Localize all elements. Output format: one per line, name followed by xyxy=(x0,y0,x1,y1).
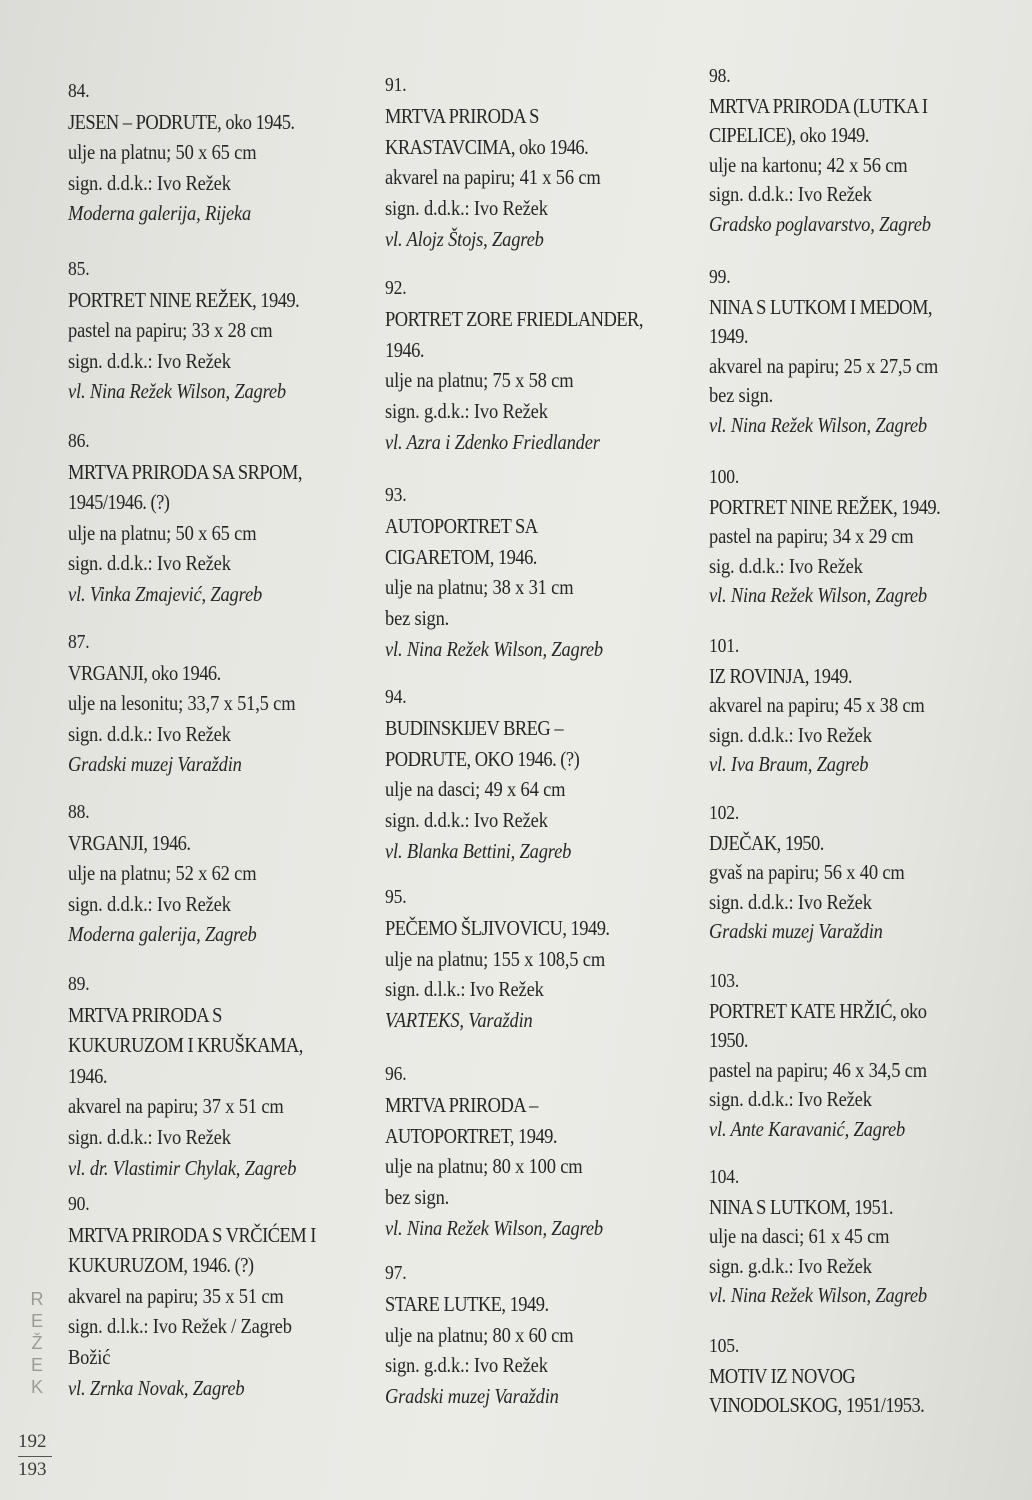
entry-collection: vl. Nina Režek Wilson, Zagreb xyxy=(385,636,604,661)
catalogue-entry xyxy=(709,62,1029,240)
entry-number: 97. xyxy=(385,1262,407,1284)
entry-number: 85. xyxy=(68,258,90,280)
entry-signature: bez sign. xyxy=(385,1185,450,1210)
catalogue-entry xyxy=(709,632,1029,780)
entry-medium: akvarel na papiru; 41 x 56 cm xyxy=(385,165,601,190)
side-title-vertical xyxy=(27,1288,47,1398)
entry-medium: akvarel na papiru; 37 x 51 cm xyxy=(68,1094,284,1119)
entry-title: AUTOPORTRET, 1949. xyxy=(385,1123,557,1148)
entry-number: 101. xyxy=(709,635,740,657)
catalogue-entry xyxy=(68,627,388,780)
catalogue-entry xyxy=(68,426,388,610)
entry-title: MRTVA PRIRODA S xyxy=(385,103,539,128)
entry-signature: sign. d.d.k.: Ivo Režek xyxy=(385,196,548,221)
entry-title: DJEČAK, 1950. xyxy=(709,830,824,855)
entry-medium: akvarel na papiru; 45 x 38 cm xyxy=(709,693,925,718)
entry-collection: vl. Nina Režek Wilson, Zagreb xyxy=(709,1283,928,1308)
entry-collection: Gradski muzej Varaždin xyxy=(68,752,242,777)
entry-medium: ulje na lesonitu; 33,7 x 51,5 cm xyxy=(68,691,296,716)
entry-number: 93. xyxy=(385,484,407,506)
entry-signature: sign. d.d.k.: Ivo Režek xyxy=(709,182,872,207)
entry-medium: gvaš na papiru; 56 x 40 cm xyxy=(709,860,905,885)
entry-title: 1946. xyxy=(385,337,424,362)
entry-signature: sign. g.d.k.: Ivo Režek xyxy=(385,399,548,424)
entry-collection: vl. Vinka Zmajević, Zagreb xyxy=(68,581,263,606)
entry-signature: sign. d.d.k.: Ivo Režek xyxy=(709,1087,872,1112)
catalogue-entry xyxy=(709,463,1029,611)
entry-title: BUDINSKIJEV BREG – xyxy=(385,715,564,740)
entry-number: 94. xyxy=(385,686,407,708)
catalogue-entry xyxy=(709,799,1029,947)
entry-number: 84. xyxy=(68,80,90,102)
entry-number: 100. xyxy=(709,466,740,488)
entry-signature: sign. d.d.k.: Ivo Režek xyxy=(68,891,231,916)
catalogue-entry xyxy=(68,76,388,229)
entry-medium: akvarel na papiru; 25 x 27,5 cm xyxy=(709,353,939,378)
entry-title: PORTRET NINE REŽEK, 1949. xyxy=(68,287,300,312)
catalogue-entry xyxy=(385,480,705,665)
entry-medium: ulje na platnu; 52 x 62 cm xyxy=(68,861,257,886)
entry-title: KUKURUZOM I KRUŠKAMA, xyxy=(68,1033,303,1058)
entry-medium: ulje na platnu; 80 x 60 cm xyxy=(385,1322,574,1347)
entry-collection: vl. Nina Režek Wilson, Zagreb xyxy=(68,379,287,404)
entry-number: 86. xyxy=(68,430,90,452)
entry-signature: sign. g.d.k.: Ivo Režek xyxy=(709,1253,872,1278)
entry-title: NINA S LUTKOM, 1951. xyxy=(709,1194,894,1219)
entry-signature: sign. d.d.k.: Ivo Režek xyxy=(68,348,231,373)
entry-title: PORTRET KATE HRŽIĆ, oko xyxy=(709,998,927,1023)
catalogue-entry xyxy=(68,254,388,407)
entry-signature: sign. d.d.k.: Ivo Režek xyxy=(68,1124,231,1149)
entry-title: NINA S LUTKOM I MEDOM, xyxy=(709,294,932,319)
catalogue-entry xyxy=(385,1258,705,1412)
entry-title: PORTRET NINE REŽEK, 1949. xyxy=(709,494,941,519)
catalogue-entry xyxy=(709,967,1029,1145)
entry-title: PODRUTE, OKO 1946. (?) xyxy=(385,746,580,771)
catalogue-entry xyxy=(385,682,705,867)
entry-medium: ulje na platnu; 155 x 108,5 cm xyxy=(385,946,606,971)
entry-signature: sign. d.d.k.: Ivo Režek xyxy=(709,889,872,914)
entry-signature: bez sign. xyxy=(709,383,774,408)
entry-collection: Gradsko poglavarstvo, Zagreb xyxy=(709,211,931,236)
entry-signature: sign. d.d.k.: Ivo Režek xyxy=(385,808,548,833)
entry-number: 103. xyxy=(709,970,740,992)
catalogue-entry xyxy=(709,1163,1029,1311)
entry-title: PEČEMO ŠLJIVOVICU, 1949. xyxy=(385,915,610,940)
entry-signature: sign. d.d.k.: Ivo Režek xyxy=(68,551,231,576)
entry-signature: sign. d.d.k.: Ivo Režek xyxy=(709,722,872,747)
entry-medium: ulje na platnu; 50 x 65 cm xyxy=(68,140,257,165)
entry-number: 91. xyxy=(385,74,407,96)
entry-signature: Božić xyxy=(68,1344,111,1369)
entry-collection: vl. Nina Režek Wilson, Zagreb xyxy=(385,1215,604,1240)
entry-medium: ulje na platnu; 50 x 65 cm xyxy=(68,520,257,545)
entry-signature: sign. d.d.k.: Ivo Režek xyxy=(68,170,231,195)
entry-signature: sign. g.d.k.: Ivo Režek xyxy=(385,1353,548,1378)
entry-number: 87. xyxy=(68,631,90,653)
page-number-right: 193 xyxy=(18,1459,47,1480)
entry-signature: sign. d.l.k.: Ivo Režek / Zagreb xyxy=(68,1314,292,1339)
entry-collection: vl. dr. Vlastimir Chylak, Zagreb xyxy=(68,1155,297,1180)
entry-collection: vl. Azra i Zdenko Friedlander xyxy=(385,429,600,454)
entry-title: MRTVA PRIRODA S xyxy=(68,1002,222,1027)
side-title-letter: E xyxy=(30,1355,43,1375)
entry-medium: pastel na papiru; 34 x 29 cm xyxy=(709,524,914,549)
entry-collection: Gradski muzej Varaždin xyxy=(709,919,883,944)
page-number-divider xyxy=(18,1456,52,1457)
entry-collection: Moderna galerija, Rijeka xyxy=(68,201,252,226)
entry-medium: ulje na kartonu; 42 x 56 cm xyxy=(709,152,908,177)
entry-collection: Gradski muzej Varaždin xyxy=(385,1384,559,1409)
entry-title: 1945/1946. (?) xyxy=(68,490,170,515)
catalogue-entry xyxy=(68,969,388,1183)
entry-number: 96. xyxy=(385,1063,407,1085)
entry-title: MRTVA PRIRODA S VRČIĆEM I xyxy=(68,1222,316,1247)
entry-collection: vl. Iva Braum, Zagreb xyxy=(709,752,869,777)
entry-number: 99. xyxy=(709,266,731,288)
entry-medium: ulje na platnu; 80 x 100 cm xyxy=(385,1154,583,1179)
entry-collection: vl. Blanka Bettini, Zagreb xyxy=(385,838,572,863)
entry-title: STARE LUTKE, 1949. xyxy=(385,1291,549,1316)
entry-signature: bez sign. xyxy=(385,606,450,631)
entry-medium: ulje na dasci; 49 x 64 cm xyxy=(385,777,566,802)
catalogue-entry xyxy=(385,273,705,458)
entry-title: JESEN – PODRUTE, oko 1945. xyxy=(68,109,295,134)
entry-medium: akvarel na papiru; 35 x 51 cm xyxy=(68,1283,284,1308)
entry-title: 1950. xyxy=(709,1028,748,1053)
entry-signature: sig. d.d.k.: Ivo Režek xyxy=(709,553,863,578)
entry-medium: pastel na papiru; 46 x 34,5 cm xyxy=(709,1057,927,1082)
entry-title: KUKURUZOM, 1946. (?) xyxy=(68,1253,254,1278)
entry-medium: ulje na platnu; 75 x 58 cm xyxy=(385,368,574,393)
entry-medium: ulje na platnu; 38 x 31 cm xyxy=(385,575,574,600)
entry-number: 95. xyxy=(385,886,407,908)
entry-title: CIPELICE), oko 1949. xyxy=(709,123,869,148)
catalogue-entry xyxy=(709,1332,1029,1421)
entry-title: 1949. xyxy=(709,324,748,349)
entry-collection: vl. Nina Režek Wilson, Zagreb xyxy=(709,412,928,437)
entry-title: MRTVA PRIRODA – xyxy=(385,1092,538,1117)
entry-number: 98. xyxy=(709,65,731,87)
entry-number: 88. xyxy=(68,801,90,823)
entry-signature: sign. d.d.k.: Ivo Režek xyxy=(68,721,231,746)
entry-collection: VARTEKS, Varaždin xyxy=(385,1008,533,1033)
entry-collection: vl. Alojz Štojs, Zagreb xyxy=(385,226,544,251)
entry-collection: vl. Ante Karavanić, Zagreb xyxy=(709,1116,906,1141)
entry-title: 1946. xyxy=(68,1063,107,1088)
side-title-letter: K xyxy=(30,1377,43,1397)
catalogue-entry xyxy=(385,1059,705,1244)
entry-title: AUTOPORTRET SA xyxy=(385,513,538,538)
catalogue-entry xyxy=(68,797,388,950)
entry-number: 102. xyxy=(709,802,740,824)
entry-title: MRTVA PRIRODA (LUTKA I xyxy=(709,93,928,118)
entry-number: 92. xyxy=(385,277,407,299)
entry-title: VINODOLSKOG, 1951/1953. xyxy=(709,1393,925,1418)
entry-medium: ulje na dasci; 61 x 45 cm xyxy=(709,1224,890,1249)
entry-collection: vl. Nina Režek Wilson, Zagreb xyxy=(709,583,928,608)
entry-title: VRGANJI, 1946. xyxy=(68,830,191,855)
catalogue-entry xyxy=(68,1189,388,1403)
entry-number: 104. xyxy=(709,1166,740,1188)
entry-collection: vl. Zrnka Novak, Zagreb xyxy=(68,1375,245,1400)
catalogue-entry xyxy=(385,70,705,255)
entry-number: 105. xyxy=(709,1335,740,1357)
page-number-left: 192 xyxy=(18,1431,47,1452)
entry-collection: Moderna galerija, Zagreb xyxy=(68,922,257,947)
entry-title: MOTIV IZ NOVOG xyxy=(709,1363,856,1388)
entry-title: VRGANJI, oko 1946. xyxy=(68,660,221,685)
entry-title: MRTVA PRIRODA SA SRPOM, xyxy=(68,459,302,484)
side-title-letter: Ž xyxy=(31,1333,43,1353)
entry-signature: sign. d.l.k.: Ivo Režek xyxy=(385,977,544,1002)
entry-number: 90. xyxy=(68,1193,90,1215)
entry-title: PORTRET ZORE FRIEDLANDER, xyxy=(385,306,643,331)
entry-title: CIGARETOM, 1946. xyxy=(385,544,537,569)
entry-title: IZ ROVINJA, 1949. xyxy=(709,663,852,688)
entry-number: 89. xyxy=(68,973,90,995)
entry-title: KRASTAVCIMA, oko 1946. xyxy=(385,134,589,159)
side-title-letter: R xyxy=(30,1289,44,1309)
entry-medium: pastel na papiru; 33 x 28 cm xyxy=(68,318,273,343)
catalogue-entry xyxy=(709,263,1029,441)
side-title-letter: E xyxy=(30,1311,43,1331)
catalogue-entry xyxy=(385,882,705,1036)
